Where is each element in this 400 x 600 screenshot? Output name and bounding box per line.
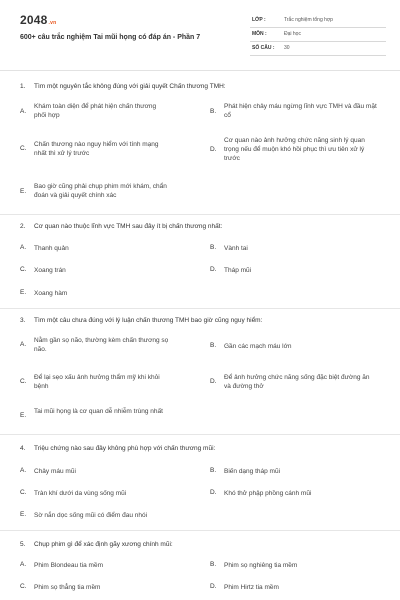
- question-divider: [0, 434, 400, 435]
- option-text: Bao giờ cũng phải chụp phim mới khám, chẩn đoán và giải quyết chính xác: [34, 183, 167, 199]
- option-letter: E.: [20, 412, 27, 419]
- option-text: Khó thở phập phồng cánh mũi: [224, 490, 312, 497]
- site-logo[interactable]: [20, 13, 56, 27]
- option-letter: D.: [210, 266, 217, 273]
- option-d[interactable]: [210, 373, 380, 395]
- option-text: Phim Blondeau tia mềm: [34, 562, 104, 569]
- logo-suffix: .vn: [48, 20, 57, 26]
- option-a[interactable]: [20, 467, 190, 477]
- option-letter: D.: [210, 583, 217, 590]
- question-number: 5.: [20, 541, 26, 548]
- option-letter: C.: [20, 378, 27, 385]
- option-letter: A.: [20, 561, 27, 568]
- option-text: Sờ nắn dọc sống mũi có điểm đau nhói: [34, 512, 148, 519]
- question-text: [20, 82, 386, 91]
- option-text: Nằm gần sọ não, thường kèm chấn thương sọ não.: [34, 337, 169, 353]
- question-3: [20, 316, 386, 430]
- option-letter: B.: [210, 244, 217, 251]
- option-letter: E.: [20, 289, 27, 296]
- option-letter: E.: [20, 188, 27, 195]
- option-letter: B.: [210, 467, 217, 474]
- option-a[interactable]: [20, 561, 190, 571]
- option-d[interactable]: [210, 266, 380, 276]
- header-divider: [0, 70, 400, 71]
- question-prompt: Chụp phim gì để xác định gãy xương chính mũi:: [34, 541, 173, 548]
- question-prompt: Triệu chứng nào sau đây không phù hợp với chấn thương mũi:: [34, 445, 216, 452]
- question-prompt: Tìm một câu chưa đúng với lý luận chấn thương TMH bao giờ cũng nguy hiểm:: [34, 317, 263, 324]
- question-number: 1.: [20, 83, 26, 90]
- option-text: Chảy máu mũi: [34, 468, 76, 475]
- option-letter: B.: [210, 561, 217, 568]
- question-number: 3.: [20, 317, 26, 324]
- option-letter: E.: [20, 511, 27, 518]
- option-text: Phim sọ nghiêng tia mềm: [224, 562, 298, 569]
- meta-table: [250, 14, 386, 56]
- question-prompt: Cơ quan nào thuộc lĩnh vực TMH sau đây ít bị chấn thương nhất:: [34, 223, 223, 230]
- logo-text: 2048: [20, 13, 48, 27]
- question-5: [20, 540, 386, 598]
- option-letter: A.: [20, 467, 27, 474]
- option-a[interactable]: [20, 102, 190, 124]
- option-d[interactable]: [210, 136, 380, 166]
- option-text: Xoang trán: [34, 267, 66, 274]
- option-text: Thanh quản: [34, 245, 69, 252]
- option-b[interactable]: [210, 244, 380, 254]
- option-text: Để ảnh hưởng chức năng sống đặc biệt đường ăn và đường thở: [224, 374, 370, 390]
- option-text: Xoang hàm: [34, 290, 68, 297]
- meta-row-count: [250, 42, 386, 56]
- meta-value: Trắc nghiệm tổng hợp: [284, 17, 333, 23]
- option-text: Gần các mạch máu lớn: [224, 343, 292, 350]
- option-text: Tràn khí dưới da vùng sống mũi: [34, 490, 127, 497]
- meta-label: SỐ CÂU :: [252, 45, 275, 51]
- question-text: [20, 444, 386, 453]
- option-text: Tháp mũi: [224, 267, 252, 274]
- question-2: [20, 222, 386, 304]
- question-divider: [0, 308, 400, 309]
- question-text: [20, 540, 386, 549]
- option-letter: A.: [20, 244, 27, 251]
- option-b[interactable]: [210, 467, 380, 477]
- option-text: Phim sọ thẳng tia mềm: [34, 584, 101, 591]
- document-header: [0, 0, 400, 70]
- option-letter: A.: [20, 108, 27, 115]
- option-e[interactable]: [20, 289, 190, 299]
- option-letter: C.: [20, 489, 27, 496]
- option-a[interactable]: [20, 336, 190, 358]
- question-text: [20, 222, 386, 231]
- option-letter: A.: [20, 341, 27, 348]
- option-c[interactable]: [20, 266, 190, 276]
- option-c[interactable]: [20, 373, 190, 395]
- option-text: Phát hiện chảy máu ngừng lĩnh vực TMH và đầu mặt cổ: [224, 103, 377, 119]
- option-text: Biến dạng tháp mũi: [224, 468, 281, 475]
- question-number: 2.: [20, 223, 26, 230]
- meta-label: LỚP :: [252, 17, 266, 23]
- meta-value: 30: [284, 45, 290, 51]
- question-4: [20, 444, 386, 524]
- option-a[interactable]: [20, 244, 190, 254]
- option-c[interactable]: [20, 583, 190, 593]
- option-e[interactable]: [20, 407, 190, 429]
- option-text: Khám toàn diện để phát hiện chấn thương phối hợp: [34, 103, 157, 119]
- option-letter: C.: [20, 266, 27, 273]
- option-text: Để lại sẹo xấu ảnh hưởng thẩm mỹ khi khỏi bệnh: [34, 374, 160, 390]
- option-c[interactable]: [20, 489, 190, 499]
- option-letter: B.: [210, 108, 217, 115]
- option-text: Vành tai: [224, 245, 248, 252]
- option-b[interactable]: [210, 102, 380, 124]
- option-letter: D.: [210, 378, 217, 385]
- option-b[interactable]: [210, 342, 380, 352]
- document-title: 600+ câu trắc nghiệm Tai mũi họng có đáp án - Phần 7: [20, 34, 201, 41]
- option-letter: C.: [20, 583, 27, 590]
- question-divider: [0, 214, 400, 215]
- option-d[interactable]: [210, 583, 380, 593]
- question-prompt: Tìm một nguyên tắc không đúng với giải quyết Chấn thương TMH:: [34, 83, 226, 90]
- option-e[interactable]: [20, 511, 190, 521]
- question-divider: [0, 530, 400, 531]
- option-text: Tai mũi họng là cơ quan dễ nhiễm trùng nhất: [34, 408, 163, 415]
- meta-value: Đại học: [284, 31, 301, 37]
- question-text: [20, 316, 386, 325]
- option-letter: C.: [20, 145, 27, 152]
- option-text: Chấn thương nào nguy hiểm với tính mạng nhất thì xử lý trước: [34, 141, 159, 157]
- option-e[interactable]: [20, 182, 190, 204]
- option-letter: B.: [210, 342, 217, 349]
- option-text: Phim Hirtz tia mềm: [224, 584, 279, 591]
- option-letter: D.: [210, 489, 217, 496]
- option-d[interactable]: [210, 489, 380, 499]
- option-b[interactable]: [210, 561, 380, 571]
- option-c[interactable]: [20, 140, 190, 162]
- meta-row-subject: [250, 28, 386, 42]
- option-letter: D.: [210, 146, 217, 153]
- option-text: Cơ quan nào ảnh hưởng chức năng sinh lý quan trọng nếu để muộn khó hồi phục thì ưu tiên xử lý trước: [224, 137, 365, 162]
- question-1: [20, 82, 386, 212]
- meta-label: MÔN :: [252, 31, 267, 37]
- meta-row-class: [250, 14, 386, 28]
- question-number: 4.: [20, 445, 26, 452]
